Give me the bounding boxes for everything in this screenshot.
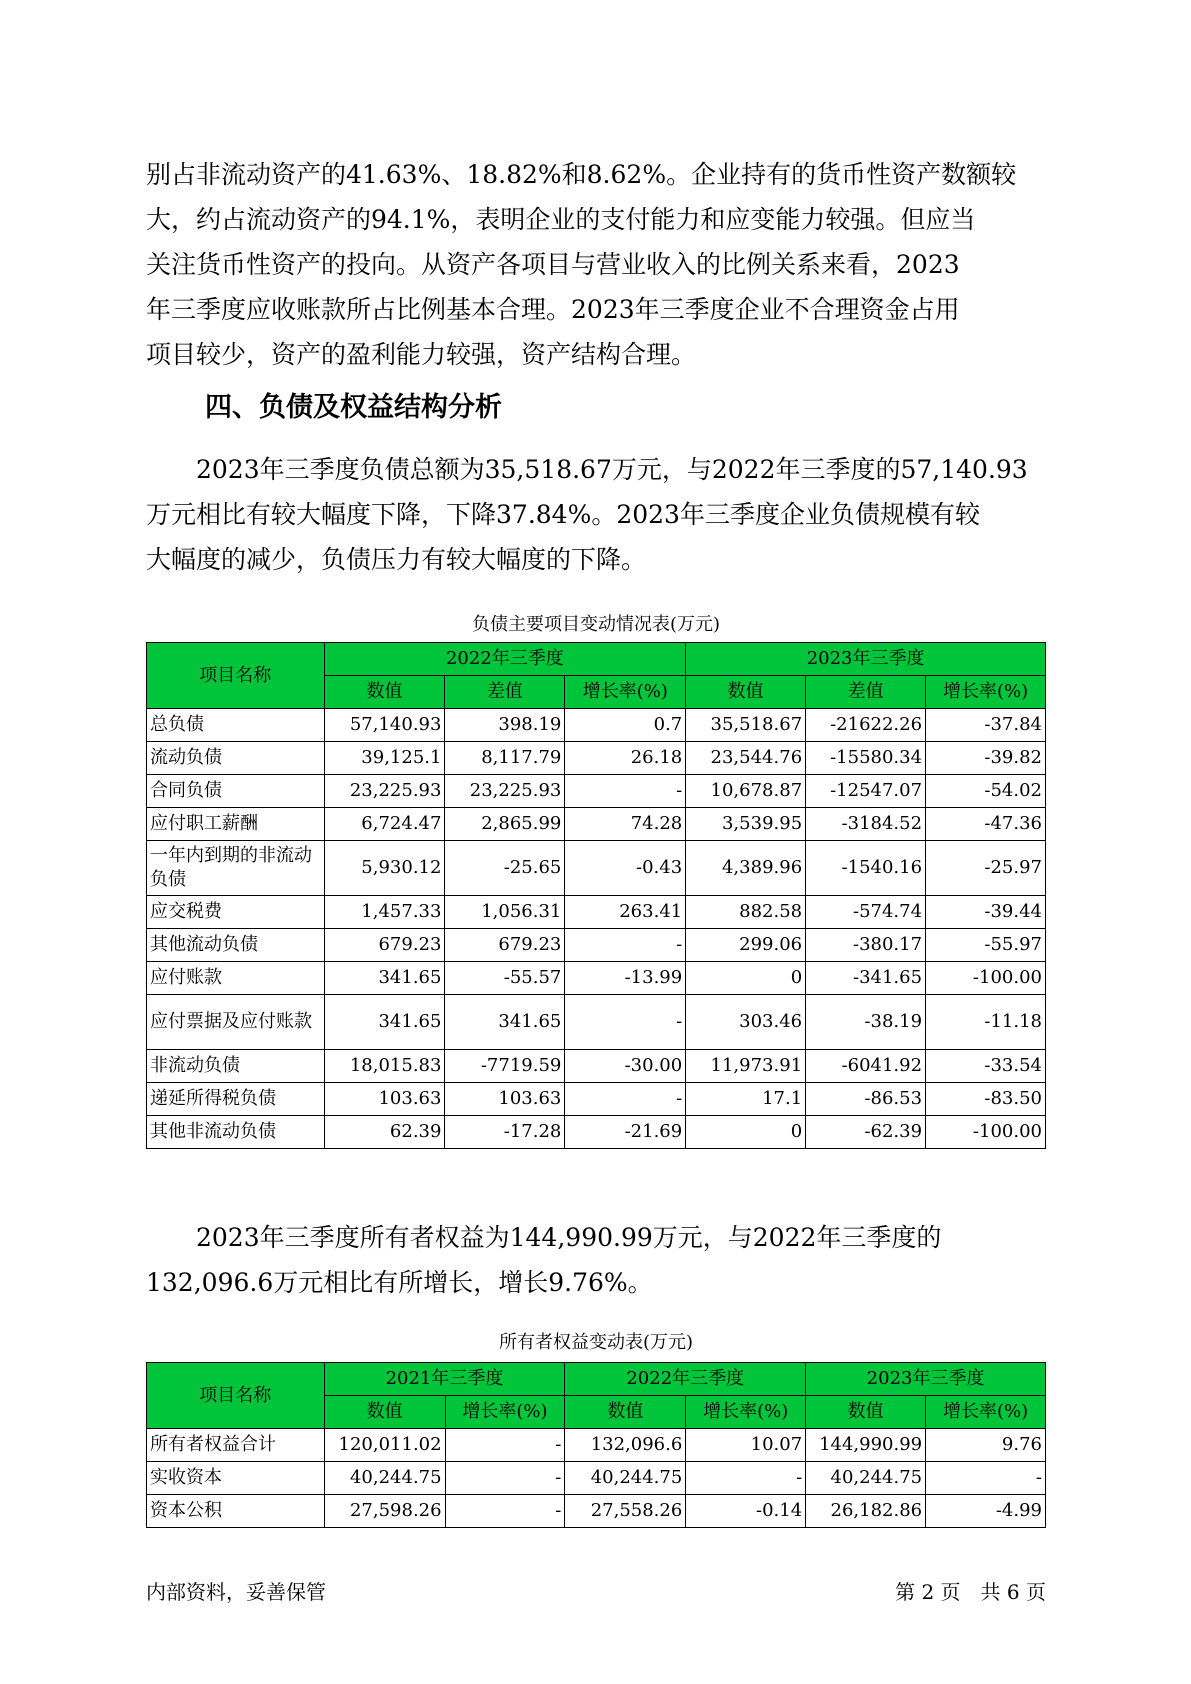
table-cell: -11.18 xyxy=(926,995,1046,1050)
table-cell: -21622.26 xyxy=(806,709,926,742)
text-line: 2023年三季度负债总额为35,518.67万元，与2022年三季度的57,140.93 xyxy=(146,455,1028,484)
table-row xyxy=(147,775,1046,808)
subheader: 增长率(%) xyxy=(926,676,1046,709)
table-cell: 303.46 xyxy=(686,995,806,1050)
table-cell: - xyxy=(565,929,686,962)
subheader: 数值 xyxy=(324,676,445,709)
table-cell: 5,930.12 xyxy=(324,841,445,896)
table-cell: 40,244.75 xyxy=(806,1462,926,1495)
table-row xyxy=(147,841,1046,896)
table-cell: 0 xyxy=(686,962,806,995)
table-cell: 40,244.75 xyxy=(324,1462,445,1495)
subheader: 差值 xyxy=(445,676,565,709)
subheader: 增长率(%) xyxy=(565,676,686,709)
row-label: 应付票据及应付账款 xyxy=(147,995,325,1050)
table-cell: 9.76 xyxy=(926,1429,1046,1462)
table-cell: -0.43 xyxy=(565,841,686,896)
subheader: 数值 xyxy=(686,676,806,709)
table-cell: -62.39 xyxy=(806,1116,926,1149)
table-cell: 341.65 xyxy=(324,995,445,1050)
table-row xyxy=(147,1083,1046,1116)
footer-note: 内部资料，妥善保管 xyxy=(146,1580,326,1604)
table-cell: 62.39 xyxy=(324,1116,445,1149)
table-cell: 132,096.6 xyxy=(565,1429,686,1462)
text-line: 万元相比有较大幅度下降，下降37.84%。2023年三季度企业负债规模有较 xyxy=(146,500,980,529)
table-row xyxy=(147,1050,1046,1083)
page-number: 第 2 页 共 6 页 xyxy=(895,1580,1046,1604)
table-cell: 103.63 xyxy=(324,1083,445,1116)
table-cell: 35,518.67 xyxy=(686,709,806,742)
table-cell: -7719.59 xyxy=(445,1050,565,1083)
text-line: 132,096.6万元相比有所增长，增长9.76%。 xyxy=(146,1268,653,1297)
equity-table xyxy=(146,1362,1046,1528)
row-label: 总负债 xyxy=(147,709,325,742)
table-cell: 74.28 xyxy=(565,808,686,841)
table-row xyxy=(147,808,1046,841)
table-cell: -6041.92 xyxy=(806,1050,926,1083)
subheader: 数值 xyxy=(806,1396,926,1429)
table-cell: -1540.16 xyxy=(806,841,926,896)
table-cell: -25.97 xyxy=(926,841,1046,896)
table-cell: 679.23 xyxy=(324,929,445,962)
subheader: 差值 xyxy=(806,676,926,709)
table-cell: -15580.34 xyxy=(806,742,926,775)
row-label: 应付职工薪酬 xyxy=(147,808,325,841)
liabilities-table-body xyxy=(147,709,1046,1149)
table-cell: - xyxy=(686,1462,806,1495)
table-cell: 3,539.95 xyxy=(686,808,806,841)
subheader: 增长率(%) xyxy=(445,1396,565,1429)
paragraph-equity xyxy=(146,1215,1076,1305)
table-cell: 679.23 xyxy=(445,929,565,962)
table-cell: 26,182.86 xyxy=(806,1495,926,1528)
table-cell: -574.74 xyxy=(806,896,926,929)
header-period: 2021年三季度 xyxy=(324,1363,565,1396)
table-cell: 263.41 xyxy=(565,896,686,929)
table-cell: 1,056.31 xyxy=(445,896,565,929)
table-cell: 2,865.99 xyxy=(445,808,565,841)
table-cell: 27,558.26 xyxy=(565,1495,686,1528)
table-cell: -21.69 xyxy=(565,1116,686,1149)
header-period: 2022年三季度 xyxy=(565,1363,806,1396)
table-cell: - xyxy=(445,1495,565,1528)
subheader: 增长率(%) xyxy=(926,1396,1046,1429)
header-item-name: 项目名称 xyxy=(147,1363,325,1429)
table-cell: 0 xyxy=(686,1116,806,1149)
table-cell: -100.00 xyxy=(926,962,1046,995)
table-row xyxy=(147,962,1046,995)
table-cell: -13.99 xyxy=(565,962,686,995)
row-label: 应交税费 xyxy=(147,896,325,929)
table-cell: -33.54 xyxy=(926,1050,1046,1083)
table-cell: -12547.07 xyxy=(806,775,926,808)
subheader: 数值 xyxy=(565,1396,686,1429)
row-label: 应付账款 xyxy=(147,962,325,995)
table-cell: -25.65 xyxy=(445,841,565,896)
table-cell: 26.18 xyxy=(565,742,686,775)
table-cell: 27,598.26 xyxy=(324,1495,445,1528)
subheader: 数值 xyxy=(324,1396,445,1429)
table-cell: -380.17 xyxy=(806,929,926,962)
table-row xyxy=(147,1495,1046,1528)
table-row xyxy=(147,742,1046,775)
table-cell: -17.28 xyxy=(445,1116,565,1149)
table-cell: 23,225.93 xyxy=(445,775,565,808)
table-cell: -38.19 xyxy=(806,995,926,1050)
table-cell: 341.65 xyxy=(324,962,445,995)
table-cell: - xyxy=(445,1429,565,1462)
table-row xyxy=(147,1462,1046,1495)
table-cell: - xyxy=(565,995,686,1050)
text-line: 关注货币性资产的投向。从资产各项目与营业收入的比例关系来看，2023 xyxy=(146,250,960,279)
row-label: 合同负债 xyxy=(147,775,325,808)
table-cell: - xyxy=(445,1462,565,1495)
table-cell: - xyxy=(565,1083,686,1116)
table-cell: 10.07 xyxy=(686,1429,806,1462)
table-cell: 11,973.91 xyxy=(686,1050,806,1083)
table-cell: -47.36 xyxy=(926,808,1046,841)
table-cell: -39.82 xyxy=(926,742,1046,775)
table-row xyxy=(147,1429,1046,1462)
table-cell: -30.00 xyxy=(565,1050,686,1083)
paragraph-assets-summary xyxy=(146,152,1076,377)
table-row xyxy=(147,709,1046,742)
row-label: 实收资本 xyxy=(147,1462,325,1495)
row-label: 非流动负债 xyxy=(147,1050,325,1083)
row-label: 其他非流动负债 xyxy=(147,1116,325,1149)
table-cell: 8,117.79 xyxy=(445,742,565,775)
row-label: 递延所得税负债 xyxy=(147,1083,325,1116)
table-cell: -4.99 xyxy=(926,1495,1046,1528)
table-cell: 1,457.33 xyxy=(324,896,445,929)
liabilities-table xyxy=(146,642,1046,1149)
table-caption-equity: 所有者权益变动表(万元) xyxy=(498,1332,694,1353)
table-cell: 39,125.1 xyxy=(324,742,445,775)
subheader: 增长率(%) xyxy=(686,1396,806,1429)
table-cell: -55.97 xyxy=(926,929,1046,962)
table-row xyxy=(147,995,1046,1050)
table-cell: - xyxy=(565,775,686,808)
table-cell: -37.84 xyxy=(926,709,1046,742)
table-cell: 0.7 xyxy=(565,709,686,742)
header-item-name: 项目名称 xyxy=(147,643,325,709)
table-cell: 144,990.99 xyxy=(806,1429,926,1462)
table-cell: 6,724.47 xyxy=(324,808,445,841)
row-label: 资本公积 xyxy=(147,1495,325,1528)
text-line: 大，约占流动资产的94.1%，表明企业的支付能力和应变能力较强。但应当 xyxy=(146,205,976,234)
text-line: 年三季度应收账款所占比例基本合理。2023年三季度企业不合理资金占用 xyxy=(146,295,960,324)
table-cell: -0.14 xyxy=(686,1495,806,1528)
table-cell: -341.65 xyxy=(806,962,926,995)
header-period: 2023年三季度 xyxy=(686,643,1046,676)
equity-table-body xyxy=(147,1429,1046,1528)
table-row xyxy=(147,929,1046,962)
text-line: 2023年三季度所有者权益为144,990.99万元，与2022年三季度的 xyxy=(146,1223,942,1252)
table-cell: - xyxy=(926,1462,1046,1495)
header-period: 2023年三季度 xyxy=(806,1363,1046,1396)
row-label: 其他流动负债 xyxy=(147,929,325,962)
table-cell: -54.02 xyxy=(926,775,1046,808)
table-cell: 120,011.02 xyxy=(324,1429,445,1462)
table-caption-liabilities: 负债主要项目变动情况表(万元) xyxy=(471,614,721,635)
table-cell: 23,544.76 xyxy=(686,742,806,775)
row-label: 流动负债 xyxy=(147,742,325,775)
text-line: 项目较少，资产的盈利能力较强，资产结构合理。 xyxy=(146,340,697,369)
text-line: 大幅度的减少，负债压力有较大幅度的下降。 xyxy=(146,545,647,574)
row-label: 一年内到期的非流动负债 xyxy=(147,841,325,896)
table-row xyxy=(147,896,1046,929)
table-cell: 299.06 xyxy=(686,929,806,962)
table-cell: 882.58 xyxy=(686,896,806,929)
table-cell: 398.19 xyxy=(445,709,565,742)
section-heading: 四、负债及权益结构分析 xyxy=(205,392,502,423)
table-cell: 17.1 xyxy=(686,1083,806,1116)
table-cell: -86.53 xyxy=(806,1083,926,1116)
table-cell: -83.50 xyxy=(926,1083,1046,1116)
table-cell: 40,244.75 xyxy=(565,1462,686,1495)
table-cell: 4,389.96 xyxy=(686,841,806,896)
table-cell: -100.00 xyxy=(926,1116,1046,1149)
row-label: 所有者权益合计 xyxy=(147,1429,325,1462)
table-cell: 18,015.83 xyxy=(324,1050,445,1083)
table-cell: -3184.52 xyxy=(806,808,926,841)
table-cell: 57,140.93 xyxy=(324,709,445,742)
text-line: 别占非流动资产的41.63%、18.82%和8.62%。企业持有的货币性资产数额较 xyxy=(146,160,1017,189)
table-cell: -39.44 xyxy=(926,896,1046,929)
table-cell: 103.63 xyxy=(445,1083,565,1116)
header-period: 2022年三季度 xyxy=(324,643,686,676)
paragraph-liabilities xyxy=(146,447,1076,582)
table-row xyxy=(147,1116,1046,1149)
table-cell: 341.65 xyxy=(445,995,565,1050)
table-cell: 10,678.87 xyxy=(686,775,806,808)
table-cell: 23,225.93 xyxy=(324,775,445,808)
table-cell: -55.57 xyxy=(445,962,565,995)
